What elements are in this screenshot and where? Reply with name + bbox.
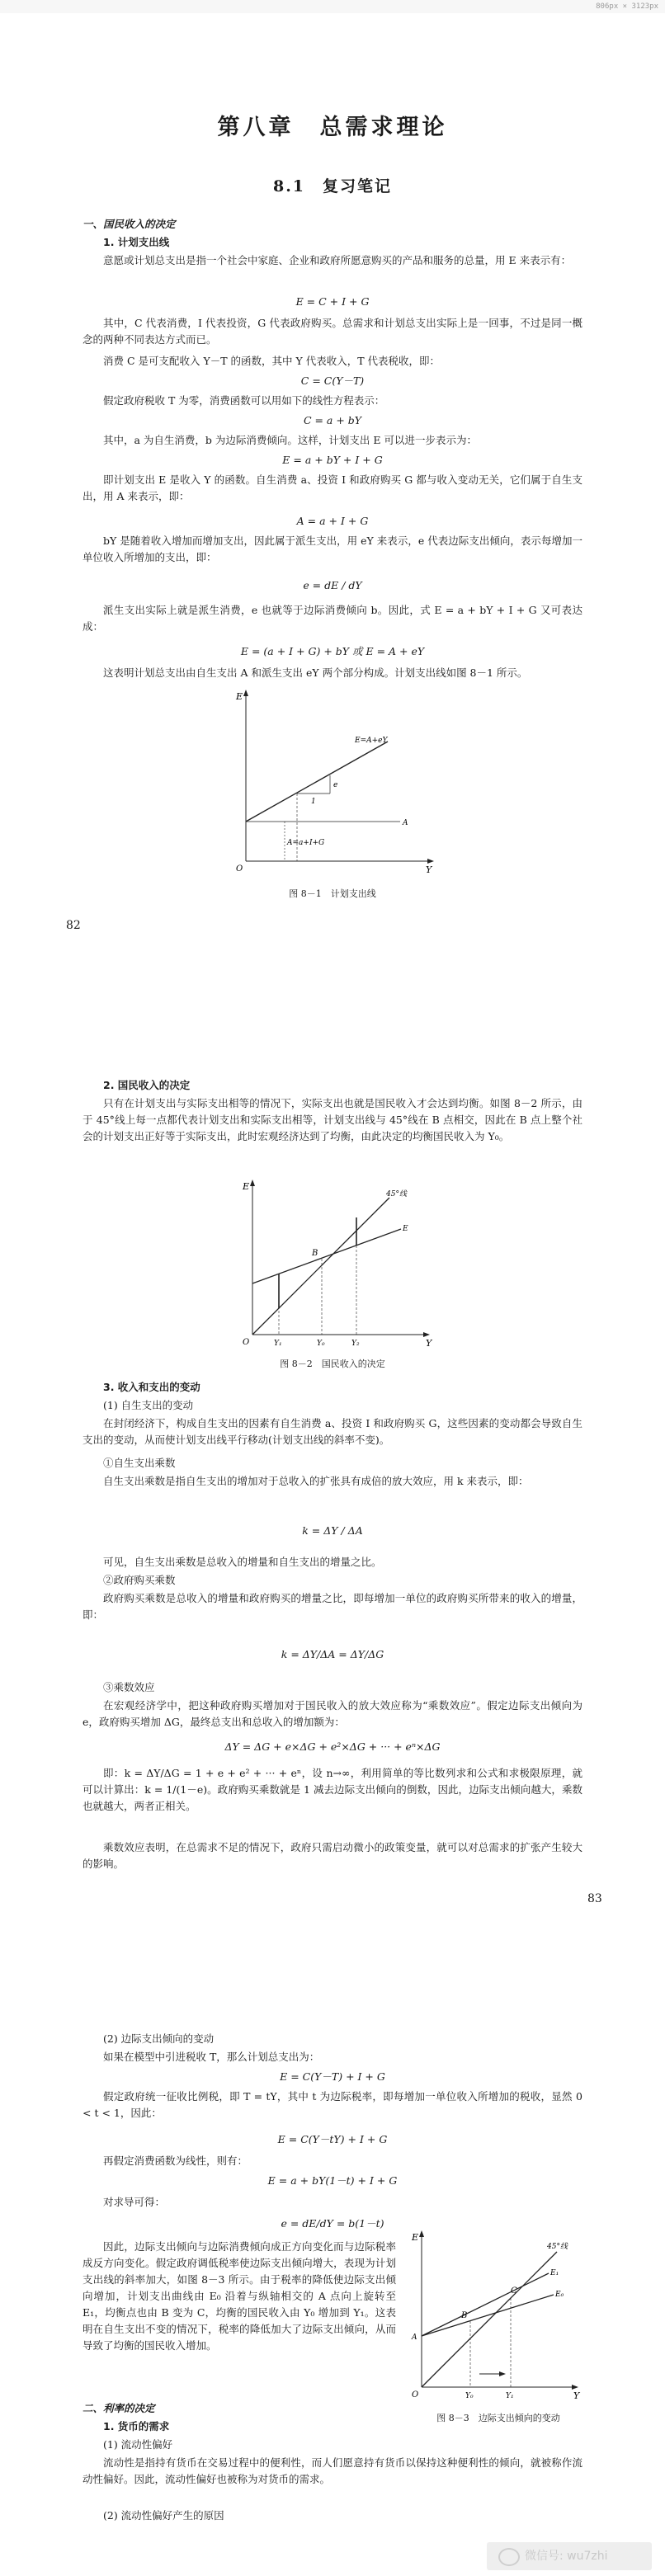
paragraph: 可见，自生支出乘数是总收入的增量和自生支出的增量之比。 <box>103 1556 382 1568</box>
fig2-y2-label: Y₂ <box>351 1340 360 1348</box>
paragraph: 自生支出乘数是指自生支出的增加对于总收入的扩张具有成倍的放大效应，用 k 来表示，即： <box>103 1475 529 1487</box>
watermark-text: 微信号: wu7zhi <box>525 2550 608 2563</box>
fig2-45-label: 45°线 <box>386 1190 407 1199</box>
equation: E = a + bY + I + G <box>282 454 383 466</box>
paragraph: bY 是随着收入增加而增加支出，因此属于派生支出，用 eY 来表示，e 代表边际支出倾向，表示每增加一单位收入所增加的支出，即： <box>83 535 582 563</box>
fig1-y-axis: E <box>236 691 243 702</box>
paragraph: 乘数效应表明，在总需求不足的情况下，政府只需启动微小的政策变量，就可以对总需求的扩张产生较大的影响。 <box>83 1841 582 1870</box>
subheading: (2) 边际支出倾向的变动 <box>103 2032 215 2045</box>
fig3-a-label: A <box>412 2333 417 2342</box>
figure-8-1-caption: 图 8－1 计划支出线 <box>289 888 376 899</box>
fig3-b-label: B <box>461 2311 468 2320</box>
paragraph: 流动性是指持有货币在交易过程中的便利性，而人们愿意持有货币以保持这种便利性的倾向，就被称作流动性偏好。因此，流动性偏好也被称为对货币的需求。 <box>83 2456 582 2485</box>
fig3-origin: O <box>412 2390 419 2399</box>
paragraph: 其中，a 为自生消费，b 为边际消费倾向。这样，计划支出 E 可以进一步表示为： <box>103 434 477 446</box>
heading-determination: 2. 国民收入的决定 <box>103 1079 191 1091</box>
fig1-slope-label: e <box>333 781 338 789</box>
paragraph: 这表明计划总支出由自生支出 A 和派生支出 eY 两个部分构成。计划支出线如图 8－1 所示。 <box>103 666 528 679</box>
heading-change: 3. 收入和支出的变动 <box>103 1381 200 1393</box>
paragraph: 政府购买乘数是总收入的增量和政府购买的增量之比，即每增加一单位的政府购买所带来的收入的增量，即： <box>83 1592 582 1621</box>
paragraph: 如果在模型中引进税收 T，那么计划总支出为： <box>103 2051 320 2063</box>
fig1-line-label: E=A+eY <box>355 737 388 745</box>
figure-8-3-caption: 图 8－3 边际支出倾向的变动 <box>436 2413 560 2423</box>
fig2-y1-label: Y₁ <box>274 1340 282 1348</box>
fig3-y-axis: E <box>412 2232 419 2243</box>
fig3-x-axis: Y <box>573 2390 580 2401</box>
fig1-run-label: 1 <box>311 798 316 806</box>
page-number: 83 <box>587 1892 602 1905</box>
equation: C = a + bY <box>303 414 362 426</box>
fig2-b-label: B <box>312 1249 318 1258</box>
fig3-45-label: 45°线 <box>547 2243 568 2251</box>
paragraph: 在封闭经济下，构成自生支出的因素有自生消费 a、投资 I 和政府购买 G，这些因素的变动都会导致自生支出的变动，从而使计划支出线平行移动(计划支出线的斜率不变)。 <box>83 1417 582 1446</box>
subheading: (2) 流动性偏好产生的原因 <box>103 2509 224 2522</box>
equation: A = a + I + G <box>296 515 369 527</box>
heading-national-income: 一、国民收入的决定 <box>83 218 176 230</box>
paragraph: 因此，边际支出倾向与边际消费倾向成正方向变化而与边际税率成反方向变化。假定政府调低税率使边际支出倾向增大，表现为计划支出线的斜率加大，如图 8－3 所示。由于税率的降低使边际支出倾向增加，计划支出曲线由 E₀ 沿着与纵轴相交的 A 点向上旋转至 E₁，均衡点也由 B 变为 C，均衡的国民收入由 Y₀ 增加到 Y₁。这表明在自生支出不变的情况下，税率的降低加大了边际支出倾向，从而导致了均衡的国民收入增加。 <box>83 2240 396 2352</box>
paragraph: 派生支出实际上就是派生消费，e 也就等于边际消费倾向 b。因此，式 E = a + bY + I + G 又可表达成： <box>83 604 582 633</box>
fig3-e1-label: E₁ <box>550 2269 559 2277</box>
paragraph: 再假定消费函数为线性，则有： <box>103 2155 248 2167</box>
fig2-y0-label: Y₀ <box>317 1340 325 1348</box>
fig2-x-axis: Y <box>426 1338 432 1349</box>
heading-money-demand: 1. 货币的需求 <box>103 2420 170 2432</box>
size-label: 806px × 3123px <box>596 2 658 11</box>
equation: E = (a + I + G) + bY 或 E = A + eY <box>240 645 425 657</box>
equation: ΔY = ΔG + e×ΔG + e²×ΔG + ··· + eⁿ×ΔG <box>224 1740 441 1753</box>
equation: E = a + bY(1－t) + I + G <box>267 2174 398 2187</box>
fig3-y1-label: Y₁ <box>506 2392 514 2400</box>
watermark <box>487 2542 652 2570</box>
equation: E = C(Y－tY) + I + G <box>277 2133 388 2145</box>
fig3-c-label: C <box>511 2286 517 2296</box>
equation: E = C(Y－T) + I + G <box>280 2070 385 2083</box>
equation: e = dE/dY = b(1－t) <box>281 2217 384 2230</box>
heading-planned-expenditure: 1. 计划支出线 <box>103 236 170 248</box>
fig3-e0-label: E₀ <box>555 2291 564 2299</box>
fig1-intercept-label: A=a+I+G <box>287 839 325 847</box>
wechat-icon <box>498 2548 520 2566</box>
fig2-e-label: E <box>403 1225 408 1233</box>
paragraph: 即：k = ΔY/ΔG = 1 + e + e² + ··· + eⁿ，设 n→∞，利用简单的等比数列求和公式和求极限原理，就可以计算出：k = 1/(1－e)。政府购买乘数就是 1 减去边际支出倾向的倒数，因此，边际支出倾向越大，乘数也就越大，两者正相关。 <box>83 1767 582 1812</box>
chapter-title: 第八章 总需求理论 <box>217 115 448 140</box>
figure-8-2-caption: 图 8－2 国民收入的决定 <box>280 1359 385 1369</box>
paragraph: 即计划支出 E 是收入 Y 的函数。自生消费 a、投资 I 和政府购买 G 都与收入变动无关，它们属于自生支出，用 A 来表示，即： <box>83 473 582 502</box>
equation: C = C(Y－T) <box>300 374 365 387</box>
list-item: ③乘数效应 <box>103 1681 155 1693</box>
list-item: ②政府购买乘数 <box>103 1574 176 1586</box>
section-title: 8.1 复习笔记 <box>272 177 393 195</box>
equation: e = dE / dY <box>303 579 362 591</box>
subheading: (1) 自生支出的变动 <box>103 1399 194 1411</box>
paragraph: 意愿或计划总支出是指一个社会中家庭、企业和政府所愿意购买的产品和服务的总量，用 E 来表示有： <box>103 254 572 266</box>
paragraph: 假定政府税收 T 为零，消费函数可以用如下的线性方程表示： <box>103 394 385 407</box>
paragraph: 其中，C 代表消费，I 代表投资，G 代表政府购买。总需求和计划总支出实际上是一回事，不过是同一概念的两种不同表达方式而已。 <box>83 317 582 346</box>
paragraph: 对求导可得： <box>103 2196 166 2208</box>
subheading: (1) 流动性偏好 <box>103 2438 173 2451</box>
equation: k = ΔY/ΔA = ΔY/ΔG <box>281 1648 384 1660</box>
equation: k = ΔY / ΔA <box>302 1524 363 1537</box>
fig2-origin: O <box>243 1338 250 1347</box>
paragraph: 消费 C 是可支配收入 Y－T 的函数，其中 Y 代表收入，T 代表税收，即： <box>103 355 441 367</box>
fig2-y-axis: E <box>243 1181 250 1192</box>
list-item: ①自生支出乘数 <box>103 1457 176 1469</box>
paragraph: 假定政府统一征收比例税，即 T = tY，其中 t 为边际税率，即每增加一单位收入所增加的税收，显然 0 < t < 1，因此： <box>83 2090 582 2119</box>
equation: E = C + I + G <box>295 295 370 308</box>
paragraph: 在宏观经济学中，把这种政府购买增加对于国民收入的放大效应称为“乘数效应”。假定边际支出倾向为 e，政府购买增加 ΔG，最终总支出和总收入的增加额为： <box>83 1699 582 1728</box>
figure-8-3 <box>408 2229 586 2407</box>
paragraph: 只有在计划支出与实际支出相等的情况下，实际支出也就是国民收入才会达到均衡。如图 8－2 所示，由于 45°线上每一点都代表计划支出和实际支出相等，计划支出线与 45°线在 B 点相交，因此在 B 点上整个社会的计划支出正好等于实际支出，此时宏观经济达到了均衡，由此决定的均衡国民收入为 Y₀。 <box>83 1097 582 1142</box>
fig1-a-mark: A <box>403 819 408 827</box>
fig1-x-axis: Y <box>426 864 432 875</box>
fig1-origin: O <box>236 864 243 874</box>
page-number: 82 <box>66 919 81 932</box>
figure-8-3-svg <box>408 2229 586 2402</box>
fig3-y0-label: Y₀ <box>465 2392 474 2400</box>
heading-interest: 二、利率的决定 <box>83 2402 155 2414</box>
